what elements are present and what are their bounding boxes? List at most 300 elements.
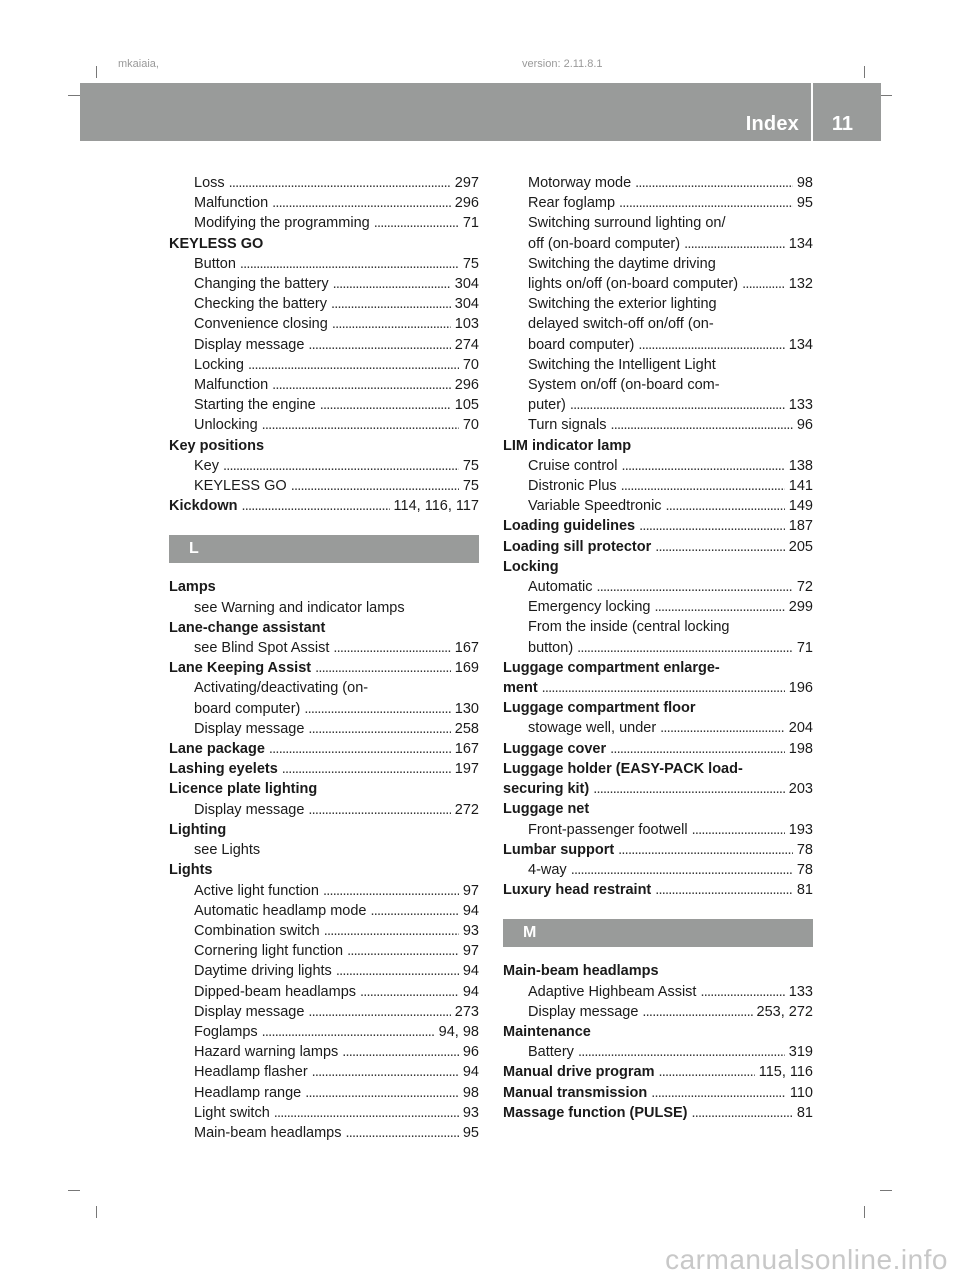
entry-term: Daytime driving lights	[194, 963, 332, 980]
index-entry-sub	[503, 638, 813, 658]
dot-leader	[618, 840, 793, 860]
index-entry-sub	[503, 274, 813, 294]
dot-leader	[658, 1062, 754, 1082]
entry-term: board computer)	[528, 336, 635, 353]
page-reference: 95	[462, 1124, 479, 1141]
index-entry-sub	[169, 638, 479, 658]
dot-leader	[332, 314, 451, 334]
index-entry-main	[503, 678, 813, 698]
dot-leader	[342, 1042, 459, 1062]
entry-term: Loss	[194, 175, 225, 191]
entry-term: Unlocking	[194, 417, 258, 434]
crop-mark	[880, 1190, 892, 1191]
index-entry-sub	[169, 476, 479, 496]
page-number: 11	[831, 113, 853, 135]
index-entry-sub	[169, 254, 479, 274]
page-reference: 110	[789, 1084, 813, 1101]
print-slug-left: mkaiaia,	[118, 58, 159, 70]
index-entry-main	[169, 739, 479, 759]
page-reference: 273	[454, 1003, 479, 1020]
entry-term: Display message	[194, 720, 305, 737]
index-entry-sub	[503, 982, 813, 1002]
index-entry-sub	[169, 355, 479, 375]
dot-leader	[272, 193, 451, 213]
index-heading: Lamps	[169, 579, 216, 596]
index-heading: Luggage compartment enlarge-	[503, 659, 720, 676]
entry-term: Malfunction	[194, 377, 269, 394]
index-entry-main	[169, 496, 479, 516]
dot-leader	[274, 1103, 459, 1123]
page-reference: 133	[788, 983, 813, 1000]
dot-leader	[347, 941, 459, 961]
dot-leader	[692, 1103, 793, 1123]
dot-leader	[655, 537, 785, 557]
page-reference: 204	[788, 720, 813, 737]
index-entry-sub	[503, 234, 813, 254]
dot-leader	[742, 274, 785, 294]
dot-leader	[269, 739, 451, 759]
index-entry-sub	[169, 173, 479, 193]
dot-leader	[639, 516, 785, 536]
index-column-left	[169, 173, 479, 1143]
page-reference: 203	[788, 781, 813, 798]
index-entry-sub	[503, 476, 813, 496]
index-entry-sub	[503, 860, 813, 880]
page-reference: 75	[462, 255, 479, 272]
dot-leader	[308, 800, 450, 820]
index-heading: Maintenance	[503, 1023, 591, 1040]
index-heading: Lane-change assistant	[169, 619, 326, 636]
dot-leader	[282, 759, 451, 779]
entry-term: Display message	[194, 801, 305, 818]
index-entry-main	[503, 840, 813, 860]
dot-leader	[312, 1062, 459, 1082]
dot-leader	[346, 1123, 459, 1143]
index-entry-sub	[503, 820, 813, 840]
index-subtext: Switching the Intelligent Light	[528, 356, 716, 373]
entry-term: off (on-board computer)	[528, 235, 681, 252]
dot-leader	[642, 1002, 752, 1022]
crop-mark	[68, 95, 80, 96]
index-heading: Licence plate lighting	[169, 781, 318, 798]
dot-leader	[577, 638, 793, 658]
entry-term: Button	[194, 255, 236, 272]
entry-term: Motorway mode	[528, 175, 632, 191]
index-entry-sub	[503, 577, 813, 597]
dot-leader	[305, 1083, 459, 1103]
index-entry-sub	[169, 719, 479, 739]
index-entry-main	[503, 779, 813, 799]
dot-leader	[320, 395, 451, 415]
entry-term: Cornering light function	[194, 943, 344, 960]
index-entry-sub	[169, 881, 479, 901]
entry-term: 4-way	[528, 861, 567, 878]
dot-leader	[331, 294, 451, 314]
index-entry-sub	[169, 901, 479, 921]
entry-term: lights on/off (on-board computer)	[528, 276, 739, 293]
letter-heading: L	[169, 535, 479, 563]
entry-term: puter)	[528, 397, 566, 414]
dot-leader	[371, 901, 459, 921]
index-entry-sub	[169, 699, 479, 719]
index-entry-main	[503, 1062, 813, 1082]
entry-term: Display message	[194, 1003, 305, 1020]
index-entry-sub	[169, 375, 479, 395]
page-reference: 103	[454, 316, 479, 333]
crop-mark	[68, 1190, 80, 1191]
entry-term: Kickdown	[169, 498, 238, 515]
page-reference: 98	[796, 175, 813, 191]
index-column-right	[503, 173, 813, 1123]
index-entry-sub	[503, 335, 813, 355]
dot-leader	[593, 779, 785, 799]
page-reference: 304	[454, 296, 479, 313]
page-reference: 299	[788, 599, 813, 616]
index-heading: Luggage net	[503, 801, 590, 818]
dot-leader	[542, 678, 785, 698]
index-heading: Key positions	[169, 437, 265, 454]
index-entry-sub	[503, 597, 813, 617]
entry-term: Light switch	[194, 1104, 270, 1121]
dot-leader	[360, 982, 459, 1002]
index-entry-main	[503, 1103, 813, 1123]
entry-term: Luggage cover	[503, 740, 607, 757]
page-reference: 187	[788, 518, 813, 535]
dot-leader	[666, 496, 785, 516]
entry-term: Battery	[528, 1044, 574, 1061]
entry-term: Headlamp range	[194, 1084, 302, 1101]
index-entry-sub	[503, 193, 813, 213]
dot-leader	[223, 456, 459, 476]
crop-mark	[880, 95, 892, 96]
crop-mark	[96, 1206, 97, 1218]
page-reference: 253, 272	[756, 1003, 813, 1020]
index-entry-main	[503, 516, 813, 536]
index-entry-sub	[169, 1042, 479, 1062]
dot-leader	[241, 496, 389, 516]
index-entry-main	[503, 880, 813, 900]
index-entry-sub	[169, 921, 479, 941]
index-entry-sub	[169, 193, 479, 213]
index-entry-sub	[169, 294, 479, 314]
index-subtext: delayed switch-off on/off (on-	[528, 316, 714, 333]
dot-leader	[692, 820, 785, 840]
page-reference: 319	[788, 1044, 813, 1061]
index-entry-sub	[503, 415, 813, 435]
entry-term: Lane package	[169, 741, 265, 758]
index-heading: Lights	[169, 862, 213, 879]
index-entry-main	[503, 537, 813, 557]
page-reference: 70	[462, 356, 479, 373]
page-reference: 71	[462, 215, 479, 232]
entry-term: Cruise control	[528, 457, 618, 474]
entry-term: Display message	[528, 1003, 639, 1020]
dot-leader	[621, 476, 785, 496]
dot-leader	[248, 355, 459, 375]
page-reference: 94	[462, 1064, 479, 1081]
entry-term: button)	[528, 639, 574, 656]
entry-term: Loading guidelines	[503, 518, 636, 535]
page-reference: 97	[462, 882, 479, 899]
entry-term: Massage function (PULSE)	[503, 1104, 688, 1121]
index-entry-sub	[169, 335, 479, 355]
entry-term: Changing the battery	[194, 276, 329, 293]
page-reference: 115, 116	[758, 1064, 813, 1081]
entry-term: Loading sill protector	[503, 538, 652, 555]
page-reference: 75	[462, 478, 479, 495]
page-reference: 98	[462, 1084, 479, 1101]
index-entry-sub	[169, 213, 479, 233]
index-heading: LIM indicator lamp	[503, 437, 632, 454]
page-reference: 197	[454, 761, 479, 778]
index-entry-sub	[169, 314, 479, 334]
index-heading: KEYLESS GO	[169, 235, 264, 252]
entry-term: see Blind Spot Assist	[194, 640, 330, 657]
page-reference: 198	[788, 740, 813, 757]
entry-term: Automatic	[528, 579, 593, 596]
entry-term: Main-beam headlamps	[194, 1124, 342, 1141]
page-reference: 304	[454, 276, 479, 293]
index-entry-sub	[169, 941, 479, 961]
dot-leader	[240, 254, 459, 274]
entry-term: Headlamp flasher	[194, 1064, 308, 1081]
index-subtext: Activating/deactivating (on-	[194, 680, 369, 697]
page-reference: 167	[454, 741, 479, 758]
entry-term: Foglamps	[194, 1023, 258, 1040]
index-entry-main	[503, 739, 813, 759]
page-reference: 258	[454, 720, 479, 737]
page-reference: 94, 98	[438, 1023, 479, 1040]
page-reference: 81	[796, 1104, 813, 1121]
dot-leader	[610, 415, 792, 435]
index-entry-main	[503, 1083, 813, 1103]
page-reference: 94	[462, 963, 479, 980]
page-reference: 134	[788, 235, 813, 252]
index-entry-sub	[503, 1002, 813, 1022]
page-reference: 272	[454, 801, 479, 818]
entry-term: Distronic Plus	[528, 478, 617, 495]
index-entry-sub	[503, 395, 813, 415]
index-subtext: System on/off (on-board com-	[528, 377, 720, 394]
page-reference: 149	[788, 498, 813, 515]
index-entry-sub	[169, 1002, 479, 1022]
dot-leader	[262, 415, 459, 435]
entry-term: Rear foglamp	[528, 195, 616, 212]
entry-term: Key	[194, 457, 219, 474]
index-entry-main	[169, 658, 479, 678]
index-entry-sub	[169, 982, 479, 1002]
index-entry-sub	[169, 800, 479, 820]
entry-term: Front-passenger footwell	[528, 821, 688, 838]
page-reference: 274	[454, 336, 479, 353]
index-entry-sub	[169, 1022, 479, 1042]
entry-term: Luxury head restraint	[503, 882, 652, 899]
entry-term: board computer)	[194, 700, 301, 717]
dot-leader	[596, 577, 792, 597]
page-reference: 105	[454, 397, 479, 414]
page-reference: 96	[796, 417, 813, 434]
page-reference: 141	[788, 478, 813, 495]
dot-leader	[308, 719, 450, 739]
page-reference: 297	[454, 175, 479, 191]
dot-leader	[651, 1083, 786, 1103]
entry-term: Starting the engine	[194, 397, 316, 414]
entry-term: Variable Speedtronic	[528, 498, 662, 515]
entry-term: Malfunction	[194, 195, 269, 212]
page-reference: 133	[788, 397, 813, 414]
entry-term: Locking	[194, 356, 244, 373]
page-reference: 75	[462, 457, 479, 474]
letter-heading: M	[503, 919, 813, 947]
page-reference: 93	[462, 1104, 479, 1121]
entry-term: Lashing eyelets	[169, 761, 278, 778]
entry-term: Modifying the programming	[194, 215, 370, 232]
dot-leader	[621, 456, 784, 476]
dot-leader	[700, 982, 784, 1002]
index-heading: Luggage holder (EASY-PACK load-	[503, 760, 743, 777]
index-entry-main	[169, 759, 479, 779]
index-entry-sub	[503, 496, 813, 516]
page-reference: 205	[788, 538, 813, 555]
page-reference: 193	[788, 821, 813, 838]
watermark: carmanualsonline.info	[665, 1244, 948, 1275]
index-entry-sub	[169, 456, 479, 476]
entry-term: Checking the battery	[194, 296, 327, 313]
entry-term: Turn signals	[528, 417, 607, 434]
index-entry-sub	[169, 961, 479, 981]
entry-term: ment	[503, 680, 538, 697]
index-subtext: see Warning and indicator lamps	[194, 599, 405, 616]
index-entry-sub	[503, 456, 813, 476]
section-title: Index	[745, 113, 799, 135]
entry-term: Active light function	[194, 882, 319, 899]
dot-leader	[570, 395, 785, 415]
page-reference: 96	[462, 1044, 479, 1061]
page-reference: 81	[796, 882, 813, 899]
page-reference: 71	[796, 639, 813, 656]
entry-term: Convenience closing	[194, 316, 328, 333]
crop-mark	[864, 66, 865, 78]
page-reference: 70	[462, 417, 479, 434]
page-reference: 78	[796, 861, 813, 878]
entry-term: Emergency locking	[528, 599, 651, 616]
index-entry-sub	[169, 395, 479, 415]
entry-term: Lane Keeping Assist	[169, 660, 312, 677]
dot-leader	[324, 921, 459, 941]
page-reference: 169	[454, 660, 479, 677]
index-entry-sub	[503, 718, 813, 738]
dot-leader	[660, 718, 785, 738]
dot-leader	[635, 173, 793, 193]
page-reference: 72	[796, 579, 813, 596]
page-reference: 167	[454, 640, 479, 657]
index-entry-sub	[503, 1042, 813, 1062]
dot-leader	[374, 213, 459, 233]
entry-term: Automatic headlamp mode	[194, 902, 367, 919]
index-entry-sub	[169, 1083, 479, 1103]
dot-leader	[323, 881, 459, 901]
dot-leader	[638, 335, 784, 355]
index-subtext: see Lights	[194, 842, 261, 859]
entry-term: Dipped-beam headlamps	[194, 983, 357, 1000]
dot-leader	[655, 597, 785, 617]
index-entry-sub	[503, 173, 813, 193]
dot-leader	[655, 880, 793, 900]
page-reference: 114, 116, 117	[393, 498, 479, 515]
page-reference: 97	[462, 943, 479, 960]
index-heading: Lighting	[169, 821, 227, 838]
index-subtext: Switching the daytime driving	[528, 255, 716, 272]
index-subtext: From the inside (central locking	[528, 619, 730, 636]
dot-leader	[315, 658, 451, 678]
entry-term: Manual transmission	[503, 1084, 648, 1101]
entry-term: Hazard warning lamps	[194, 1044, 339, 1061]
dot-leader	[578, 1042, 785, 1062]
dot-leader	[684, 234, 785, 254]
page-header	[80, 83, 881, 141]
dot-leader	[262, 1022, 435, 1042]
page-reference: 132	[788, 276, 813, 293]
page-reference: 196	[788, 680, 813, 697]
entry-term: stowage well, under	[528, 720, 657, 737]
page-reference: 94	[462, 902, 479, 919]
header-divider	[811, 83, 813, 141]
entry-term: Manual drive program	[503, 1064, 655, 1081]
page-reference: 93	[462, 922, 479, 939]
dot-leader	[272, 375, 451, 395]
page-reference: 138	[788, 457, 813, 474]
dot-leader	[571, 860, 793, 880]
entry-term: KEYLESS GO	[194, 478, 287, 495]
index-heading: Luggage compartment floor	[503, 700, 696, 717]
page-reference: 95	[796, 195, 813, 212]
index-subtext: Switching surround lighting on/	[528, 215, 726, 232]
dot-leader	[308, 335, 450, 355]
entry-term: Adaptive Highbeam Assist	[528, 983, 697, 1000]
index-subtext: Switching the exterior lighting	[528, 296, 717, 313]
dot-leader	[619, 193, 793, 213]
page-reference: 134	[788, 336, 813, 353]
dot-leader	[336, 961, 459, 981]
index-entry-sub	[169, 1062, 479, 1082]
index-entry-sub	[169, 274, 479, 294]
index-heading: Locking	[503, 558, 559, 575]
page-reference: 296	[454, 195, 479, 212]
print-slug-right: version: 2.11.8.1	[522, 58, 603, 70]
entry-term: Display message	[194, 336, 305, 353]
page-reference: 94	[462, 983, 479, 1000]
page-reference: 130	[454, 700, 479, 717]
dot-leader	[229, 173, 451, 193]
index-entry-sub	[169, 1103, 479, 1123]
dot-leader	[333, 638, 450, 658]
dot-leader	[333, 274, 451, 294]
dot-leader	[291, 476, 459, 496]
index-heading: Main-beam headlamps	[503, 963, 659, 980]
dot-leader	[304, 699, 450, 719]
index-entry-sub	[169, 1123, 479, 1143]
crop-mark	[864, 1206, 865, 1218]
index-entry-sub	[169, 415, 479, 435]
page-reference: 78	[796, 841, 813, 858]
crop-mark	[96, 66, 97, 78]
entry-term: securing kit)	[503, 781, 590, 798]
entry-term: Lumbar support	[503, 841, 615, 858]
entry-term: Combination switch	[194, 922, 320, 939]
dot-leader	[308, 1002, 450, 1022]
dot-leader	[610, 739, 785, 759]
page-reference: 296	[454, 377, 479, 394]
